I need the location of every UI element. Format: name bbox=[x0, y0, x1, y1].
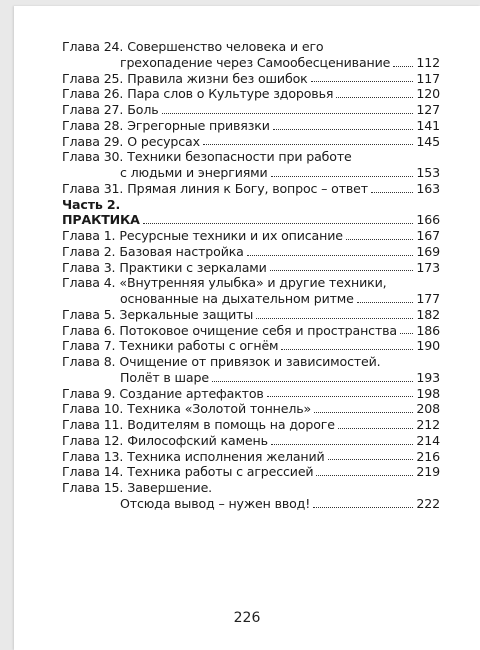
toc-entry-line bbox=[62, 118, 440, 134]
chapter-label: Глава 5. bbox=[62, 306, 116, 322]
toc-entry-line bbox=[62, 71, 440, 87]
toc-entry-line bbox=[62, 323, 440, 339]
chapter-title: Правила жизни без ошибок bbox=[127, 70, 308, 86]
chapter-title: Базовая настройка bbox=[119, 243, 244, 259]
toc-entry-line bbox=[62, 307, 440, 323]
chapter-title: Очищение от привязок и зависимостей. bbox=[119, 354, 381, 369]
leader-dots bbox=[212, 381, 413, 382]
table-of-contents bbox=[62, 39, 440, 512]
chapter-label: Глава 24. bbox=[62, 39, 124, 54]
chapter-page-number: 222 bbox=[416, 495, 440, 511]
toc-entry-line bbox=[62, 244, 440, 260]
chapter-label: Глава 12. bbox=[62, 432, 124, 448]
chapter-title: Совершенство человека и его bbox=[127, 39, 324, 54]
chapter-page-number: 193 bbox=[416, 369, 440, 385]
chapter-title: Эгрегорные привязки bbox=[127, 117, 270, 133]
chapter-title: Зеркальные защиты bbox=[119, 306, 254, 322]
leader-dots bbox=[247, 255, 414, 256]
chapter-title: Завершение. bbox=[127, 480, 213, 495]
chapter-title: основанные на дыхательном ритме bbox=[120, 291, 354, 306]
toc-entry-line bbox=[62, 354, 440, 370]
toc-entry-line bbox=[62, 433, 440, 449]
chapter-label: Глава 6. bbox=[62, 322, 116, 338]
leader-dots bbox=[313, 507, 413, 508]
leader-dots bbox=[336, 97, 413, 98]
chapter-label: Глава 8. bbox=[62, 354, 116, 369]
chapter-label: Глава 4. bbox=[62, 275, 116, 291]
leader-dots bbox=[271, 176, 414, 177]
leader-dots bbox=[314, 412, 413, 413]
leader-dots bbox=[346, 239, 414, 240]
toc-entry-line bbox=[62, 228, 440, 244]
toc-entry-line bbox=[62, 165, 440, 181]
chapter-page-number: 182 bbox=[416, 306, 440, 322]
chapter-page-number: 216 bbox=[416, 448, 440, 464]
toc-entry-line bbox=[62, 480, 440, 496]
toc-entry-line bbox=[62, 338, 440, 354]
toc-entry-line bbox=[62, 386, 440, 402]
chapter-label: Глава 29. bbox=[62, 133, 124, 149]
chapter-label: Глава 9. bbox=[62, 385, 116, 401]
toc-entry-line bbox=[62, 401, 440, 417]
toc-entry-line bbox=[62, 55, 440, 71]
leader-dots bbox=[267, 396, 414, 397]
toc-entry-line bbox=[62, 102, 440, 118]
chapter-page-number: 120 bbox=[416, 86, 440, 102]
chapter-page-number: 127 bbox=[416, 102, 440, 117]
leader-dots bbox=[316, 475, 413, 476]
leader-dots bbox=[357, 302, 414, 303]
toc-entry-line bbox=[62, 370, 440, 386]
chapter-label: Глава 31. bbox=[62, 180, 124, 196]
leader-dots bbox=[270, 270, 414, 271]
leader-dots bbox=[162, 113, 414, 114]
chapter-title: Техника работы с агрессией bbox=[127, 464, 314, 480]
chapter-label: Глава 14. bbox=[62, 464, 124, 480]
chapter-label: Глава 2. bbox=[62, 243, 116, 259]
leader-dots bbox=[143, 223, 414, 224]
chapter-page-number: 177 bbox=[416, 291, 440, 306]
part-heading-row bbox=[62, 197, 440, 213]
toc-entry-line bbox=[62, 496, 440, 512]
chapter-title: Создание артефактов bbox=[119, 385, 264, 401]
chapter-label: Глава 10. bbox=[62, 401, 124, 417]
chapter-page-number: 173 bbox=[416, 259, 440, 275]
chapter-title: Полёт в шаре bbox=[120, 369, 209, 385]
chapter-page-number: 214 bbox=[416, 432, 440, 448]
chapter-label: Глава 13. bbox=[62, 448, 124, 464]
chapter-title: с людьми и энергиями bbox=[120, 165, 268, 180]
chapter-title: Техника исполнения желаний bbox=[127, 448, 325, 464]
chapter-page-number: 198 bbox=[416, 385, 440, 401]
chapter-page-number: 169 bbox=[416, 243, 440, 259]
leader-dots bbox=[203, 144, 414, 145]
chapter-page-number: 163 bbox=[416, 180, 440, 196]
chapter-title: Техника «Золотой тоннель» bbox=[127, 401, 312, 417]
chapter-title: Практики с зеркалами bbox=[119, 259, 267, 275]
toc-entry-line bbox=[62, 291, 440, 307]
toc-entry-line bbox=[62, 134, 440, 150]
chapter-page-number: 167 bbox=[416, 228, 440, 243]
chapter-page-number: 212 bbox=[416, 417, 440, 432]
part-title: ПРАКТИКА bbox=[62, 212, 140, 228]
chapter-title: «Внутренняя улыбка» и другие техники, bbox=[119, 275, 387, 291]
chapter-title: Отсюда вывод – нужен ввод! bbox=[120, 495, 311, 511]
chapter-page-number: 208 bbox=[416, 401, 440, 417]
chapter-title: Прямая линия к Богу, вопрос – ответ bbox=[127, 180, 368, 196]
leader-dots bbox=[281, 349, 413, 350]
chapter-page-number: 117 bbox=[416, 70, 440, 86]
leader-dots bbox=[400, 333, 413, 334]
leader-dots bbox=[256, 318, 413, 319]
part-page-number: 166 bbox=[416, 212, 440, 228]
chapter-page-number: 153 bbox=[416, 165, 440, 180]
chapter-page-number: 141 bbox=[416, 117, 440, 133]
chapter-label: Глава 7. bbox=[62, 338, 116, 354]
page-number: 226 bbox=[233, 610, 261, 626]
chapter-page-number: 112 bbox=[416, 54, 440, 70]
chapter-label: Глава 1. bbox=[62, 228, 116, 243]
chapter-title: Потоковое очищение себя и пространства bbox=[119, 322, 397, 338]
toc-entry-line bbox=[62, 39, 440, 55]
toc-entry-line bbox=[62, 417, 440, 433]
chapter-label: Глава 3. bbox=[62, 259, 116, 275]
chapter-label: Глава 28. bbox=[62, 117, 124, 133]
part-title-row bbox=[62, 212, 440, 228]
toc-section-part-2 bbox=[62, 228, 440, 512]
chapter-title: Техники работы с огнём bbox=[119, 338, 279, 354]
toc-entry-line bbox=[62, 181, 440, 197]
toc-entry-line bbox=[62, 449, 440, 465]
chapter-label: Глава 11. bbox=[62, 417, 124, 432]
chapter-page-number: 219 bbox=[416, 464, 440, 480]
leader-dots bbox=[273, 129, 414, 130]
chapter-page-number: 145 bbox=[416, 133, 440, 149]
chapter-title: Пара слов о Культуре здоровья bbox=[127, 86, 334, 102]
toc-entry-line bbox=[62, 275, 440, 291]
chapter-title: грехопадение через Самообесценивание bbox=[120, 54, 391, 70]
chapter-label: Глава 30. bbox=[62, 149, 124, 165]
chapter-title: О ресурсах bbox=[127, 133, 200, 149]
chapter-title: Ресурсные техники и их описание bbox=[119, 228, 343, 243]
chapter-title: Боль bbox=[127, 102, 159, 117]
chapter-title: Техники безопасности при работе bbox=[127, 149, 352, 165]
leader-dots bbox=[328, 459, 414, 460]
chapter-title: Философский камень bbox=[127, 432, 268, 448]
leader-dots bbox=[371, 192, 413, 193]
leader-dots bbox=[338, 428, 414, 429]
chapter-page-number: 190 bbox=[416, 338, 440, 354]
toc-entry-line bbox=[62, 149, 440, 165]
leader-dots bbox=[393, 66, 413, 67]
chapter-label: Глава 27. bbox=[62, 102, 124, 117]
chapter-label: Глава 15. bbox=[62, 480, 124, 495]
toc-entry-line bbox=[62, 464, 440, 480]
part-heading: Часть 2. bbox=[62, 196, 121, 212]
toc-section-part-1 bbox=[62, 39, 440, 197]
leader-dots bbox=[311, 81, 414, 82]
toc-entry-line bbox=[62, 86, 440, 102]
leader-dots bbox=[271, 444, 414, 445]
book-page bbox=[14, 6, 480, 650]
chapter-title: Водителям в помощь на дороге bbox=[127, 417, 335, 432]
toc-entry-line bbox=[62, 260, 440, 276]
chapter-label: Глава 25. bbox=[62, 70, 124, 86]
chapter-label: Глава 26. bbox=[62, 86, 124, 102]
chapter-page-number: 186 bbox=[416, 322, 440, 338]
